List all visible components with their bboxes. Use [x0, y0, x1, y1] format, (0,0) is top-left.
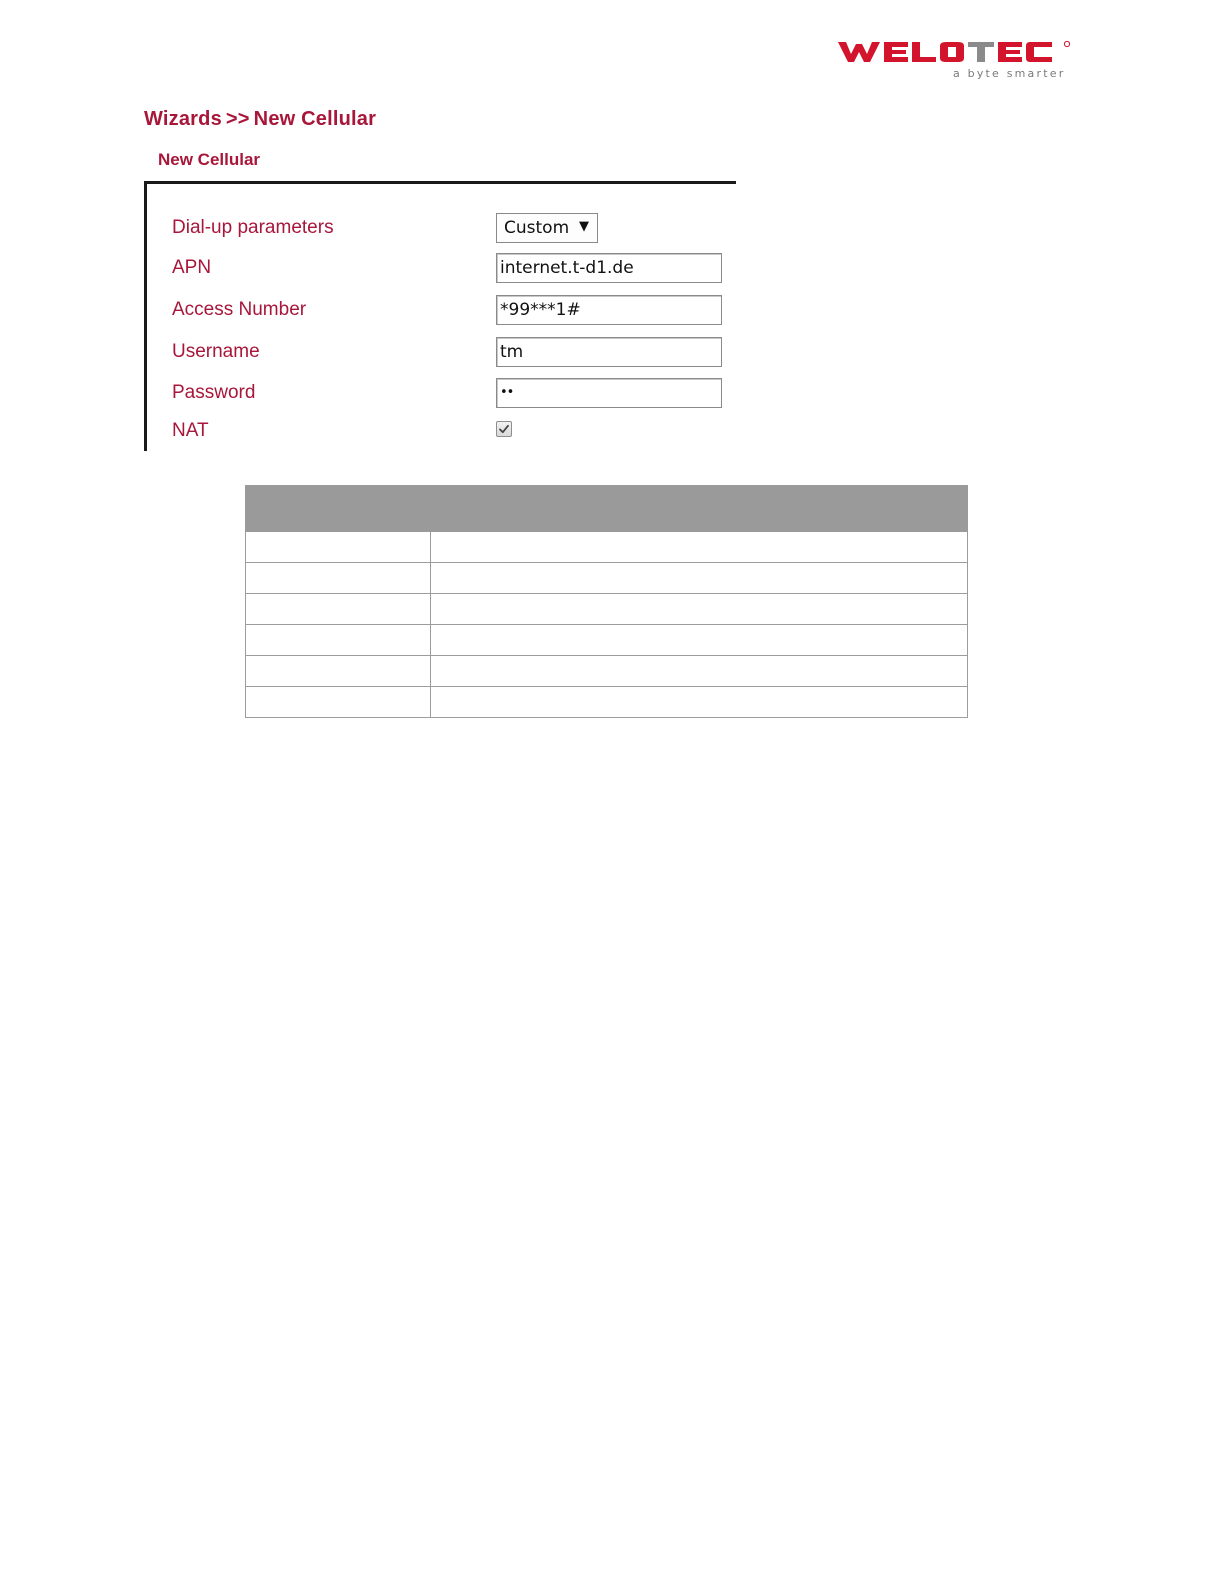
table-cell: [431, 532, 968, 563]
dialup-select[interactable]: [496, 213, 598, 243]
access-number-input[interactable]: *99***1#: [496, 295, 722, 325]
apn-input[interactable]: internet.t-d1.de: [496, 253, 722, 283]
dialup-label: Dial-up parameters: [172, 217, 334, 238]
checkmark-icon: [498, 423, 510, 435]
table-cell: [431, 687, 968, 718]
nat-row: [147, 417, 736, 447]
access-number-label: Access Number: [172, 299, 307, 320]
table-cell: [431, 594, 968, 625]
nat-checkbox[interactable]: [496, 421, 512, 437]
table-cell: [246, 687, 431, 718]
breadcrumb-parent[interactable]: Wizards: [144, 108, 222, 130]
breadcrumb-separator: >>: [225, 108, 250, 130]
welotec-logo: [836, 36, 1076, 84]
parameter-table: [245, 485, 968, 718]
table-cell: [246, 625, 431, 656]
table-cell: [246, 594, 431, 625]
apn-row: [147, 253, 736, 283]
table-row: [246, 625, 968, 656]
password-row: [147, 378, 736, 408]
table-row: [246, 594, 968, 625]
table-row: [246, 687, 968, 718]
nat-label: NAT: [172, 420, 209, 441]
breadcrumb: [144, 108, 376, 131]
logo-tagline: a byte smarter: [953, 67, 1066, 80]
table-cell: [246, 532, 431, 563]
table-cell: [431, 625, 968, 656]
table-cell: [431, 656, 968, 687]
breadcrumb-current: New Cellular: [253, 108, 377, 130]
table-header-cell: [431, 486, 968, 532]
apn-label: APN: [172, 257, 212, 278]
table-cell: [246, 656, 431, 687]
table-cell: [246, 563, 431, 594]
table-row: [246, 656, 968, 687]
dialup-selected-value: Custom: [504, 218, 570, 238]
new-cellular-form: [144, 181, 736, 451]
password-input[interactable]: ••: [496, 378, 722, 408]
table-row: [246, 563, 968, 594]
table-row: [246, 532, 968, 563]
access-number-row: [147, 295, 736, 325]
section-title: New Cellular: [158, 150, 261, 169]
username-row: [147, 337, 736, 367]
table-header-row: [246, 486, 968, 532]
password-label: Password: [172, 382, 256, 403]
username-label: Username: [172, 341, 260, 362]
dropdown-arrow-icon: ▼: [579, 219, 589, 234]
table-header-cell: [246, 486, 431, 532]
username-input[interactable]: tm: [496, 337, 722, 367]
dialup-row: [147, 213, 736, 243]
table-cell: [431, 563, 968, 594]
